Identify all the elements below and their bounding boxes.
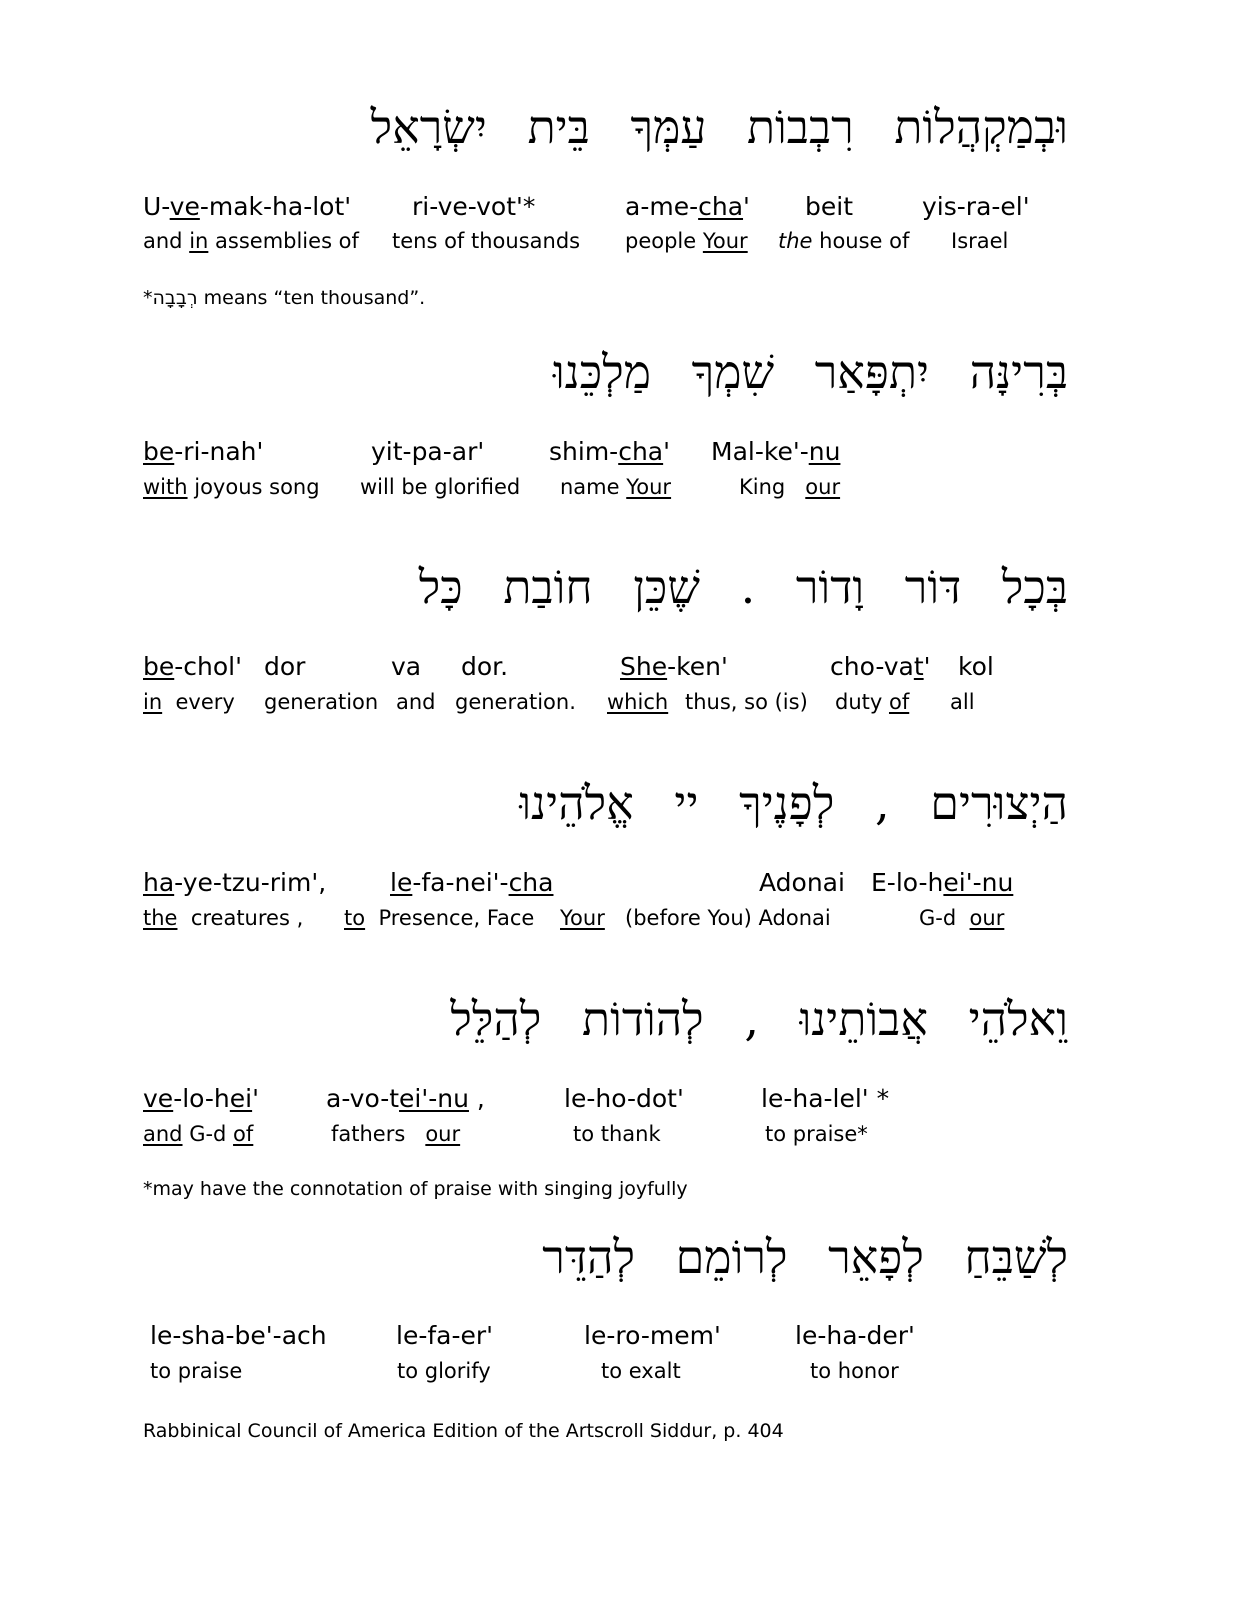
gloss-word: generation xyxy=(264,690,379,714)
footnote-5: *may have the connotation of praise with singing joyfully xyxy=(143,1178,688,1200)
gloss-word: which xyxy=(607,690,669,714)
translit-word: Adonai xyxy=(759,868,845,897)
translit-word: le-ro-mem' xyxy=(584,1321,721,1350)
hebrew-line-1: וּבְמַקְהֲלוֹת רִבְבוֹת עַמְּךָ בֵּית יִשְׂרָאֵל xyxy=(370,100,1068,154)
gloss-word: and G-d of xyxy=(143,1122,254,1146)
gloss-word: to thank xyxy=(573,1122,661,1146)
hebrew-line-6: לְשַׁבֵּחַ לְפָאֵר לְרוֹמֵם לְהַדֵּר xyxy=(542,1230,1068,1284)
gloss-word: tens of thousands xyxy=(392,229,581,253)
gloss-word: thus, so (is) xyxy=(685,690,808,714)
translit-word: dor. xyxy=(461,652,509,681)
hebrew-line-4: הַיְצוּרִים , לְפָנֶיךָ יי אֱלֹהֵינוּ xyxy=(519,776,1068,830)
translit-word: E-lo-hei'-nu xyxy=(871,868,1014,897)
translit-word: le-fa-er' xyxy=(396,1321,494,1350)
translit-word: cho-vat' xyxy=(830,652,931,681)
translit-word: ri-ve-vot'* xyxy=(412,192,536,221)
gloss-word: the house of xyxy=(778,229,910,253)
gloss-word: fathers our xyxy=(331,1122,461,1146)
gloss-word: in every xyxy=(143,690,235,714)
gloss-word: to honor xyxy=(810,1359,899,1383)
translit-word: va xyxy=(391,652,422,681)
gloss-word: all xyxy=(950,690,975,714)
gloss-word: G-d our xyxy=(919,906,1005,930)
translit-word: Mal-ke'-nu xyxy=(711,437,841,466)
translit-word: U-ve-mak-ha-lot' xyxy=(143,192,352,221)
translit-word: yis-ra-el' xyxy=(922,192,1030,221)
hebrew-line-2: בְּרִינָּה יִתְפָּאַר שִׁמְךָ מַלְכֵּנוּ xyxy=(553,345,1068,399)
source-citation: Rabbinical Council of America Edition of the Artscroll Siddur, p. 404 xyxy=(143,1420,784,1442)
translit-word: le-ha-lel' * xyxy=(761,1084,890,1113)
translit-word: a-me-cha' xyxy=(625,192,750,221)
gloss-word: Your xyxy=(560,906,605,930)
footnote-1: *רְבָבָה means “ten thousand”. xyxy=(143,287,426,309)
translit-word: dor xyxy=(264,652,306,681)
translit-word: be-ri-nah' xyxy=(143,437,264,466)
gloss-word: will be glorified xyxy=(360,475,521,499)
gloss-word: to exalt xyxy=(601,1359,681,1383)
translit-word: be-chol' xyxy=(143,652,242,681)
hebrew-line-5: וֵאלֹהֵי אֲבוֹתֵינוּ , לְהוֹדוֹת לְהַלֵּל xyxy=(450,992,1068,1046)
translit-word: kol xyxy=(958,652,994,681)
translit-word: beit xyxy=(805,192,853,221)
translit-word: le-ha-der' xyxy=(795,1321,915,1350)
hebrew-line-3: בְּכָל דּוֹר וָדוֹר . שֶׁכֵּן חוֹבַת כָּל xyxy=(418,560,1068,614)
translit-word: le-fa-nei'-cha xyxy=(390,868,554,897)
gloss-word: to praise* xyxy=(765,1122,868,1146)
gloss-word: King our xyxy=(739,475,841,499)
translit-word: ve-lo-hei' xyxy=(143,1084,259,1113)
translit-word: le-ho-dot' xyxy=(564,1084,684,1113)
translit-word: le-sha-be'-ach xyxy=(150,1321,327,1350)
gloss-word: to Presence, Face xyxy=(344,906,535,930)
gloss-word: and xyxy=(396,690,436,714)
gloss-word: Israel xyxy=(951,229,1009,253)
gloss-word: name Your xyxy=(560,475,672,499)
gloss-word: to glorify xyxy=(397,1359,491,1383)
gloss-word: with joyous song xyxy=(143,475,320,499)
translit-word: yit-pa-ar' xyxy=(371,437,485,466)
gloss-word: generation. xyxy=(455,690,576,714)
gloss-word: and in assemblies of xyxy=(143,229,359,253)
gloss-word: people Your xyxy=(625,229,748,253)
gloss-word: (before You) Adonai xyxy=(625,906,831,930)
translit-word: She-ken' xyxy=(620,652,728,681)
translit-word: shim-cha' xyxy=(549,437,670,466)
gloss-word: the creatures , xyxy=(143,906,304,930)
gloss-word: duty of xyxy=(835,690,910,714)
translit-word: ha-ye-tzu-rim', xyxy=(143,868,327,897)
translit-word: a-vo-tei'-nu , xyxy=(326,1084,485,1113)
gloss-word: to praise xyxy=(150,1359,243,1383)
